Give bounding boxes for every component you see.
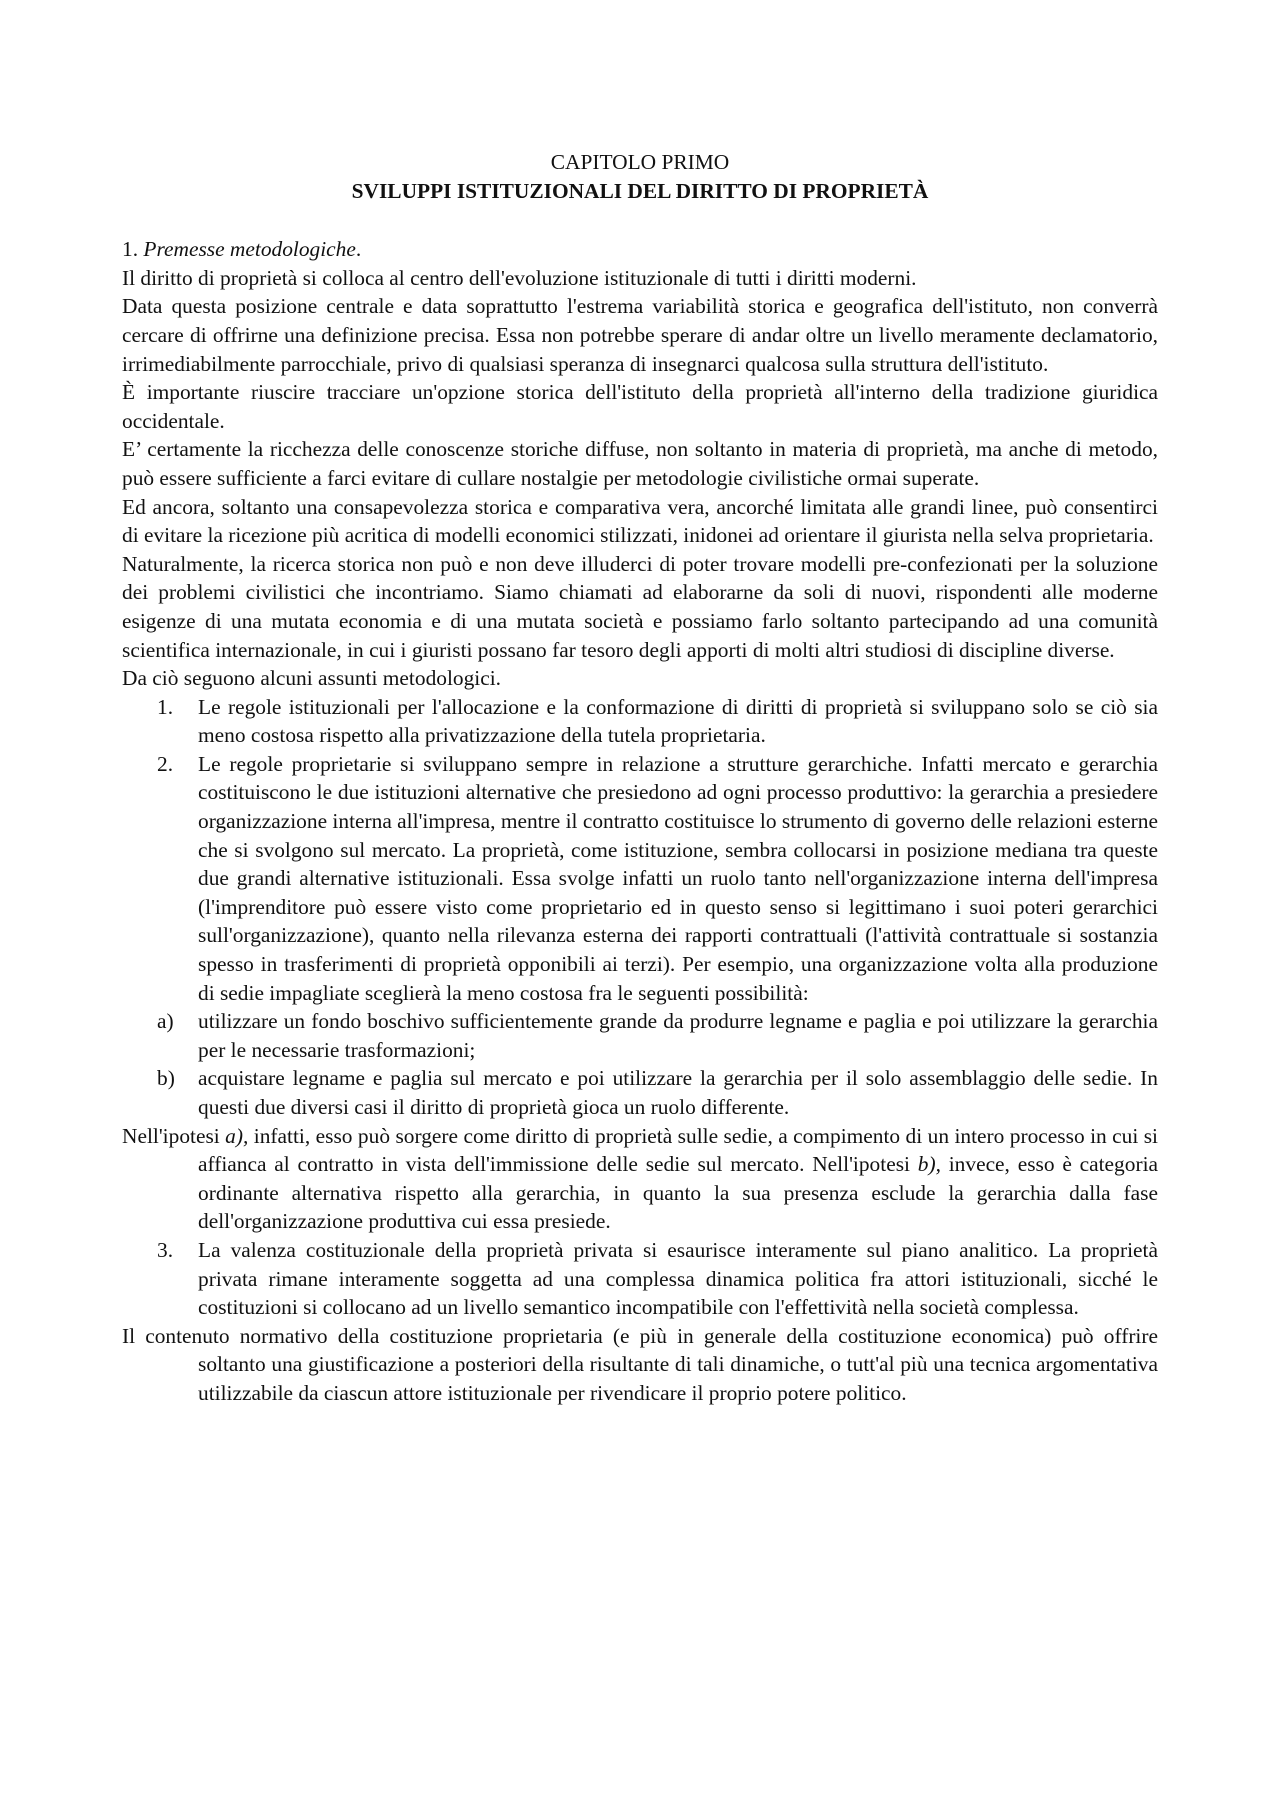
list-item-text: acquistare legname e paglia sul mercato e poi utilizzare la gerarchia per il solo assemblaggio delle sedie. In questi due diversi casi il diritto di proprietà gioca un ruolo differente. xyxy=(198,1066,1158,1119)
sub-item-a xyxy=(122,1007,1158,1064)
note-ref-a: a), xyxy=(225,1123,249,1148)
note-text: infatti, esso può sorgere come diritto di proprietà sulle sedie, a compimento di un intero processo in cui si affianca al contratto in vista dell'immissione delle sedie sul mercato. Nell'ipotesi xyxy=(198,1123,1158,1177)
note-ref-b: b), xyxy=(917,1152,941,1177)
list-item-text: Le regole istituzionali per l'allocazione e la conformazione di diritti di proprietà si sviluppano solo se ciò sia meno costosa rispetto alla privatizzazione della tutela proprietaria. xyxy=(198,694,1158,748)
note-text: invece, esso è categoria ordinante alternativa rispetto alla gerarchia, in quanto la sua presenza esclude la gerarchia dalla fase dell'organizzazione produttiva cui essa presiede. xyxy=(198,1152,1159,1234)
note-text: Nell'ipotesi xyxy=(122,1123,226,1148)
list-item-1 xyxy=(122,693,1158,750)
list-item-text: Le regole proprietarie si sviluppano sempre in relazione a strutture gerarchiche. Infatti mercato e gerarchia costituiscono le due istituzioni alternative che presiedono ad ogni processo produttivo: la gerarchia a presiedere organizzazione interna all'impresa, mentre il contratto costituisce lo strumento di governo delle relazioni esterne che si svolgono sul mercato. La proprietà, come istituzione, sembra collocarsi in posizione mediana tra queste due grandi alternative istituzionali. Essa svolge infatti un ruolo tanto nell'organizzazione interna dell'impresa (l'imprenditore può essere visto come proprietario ed in questo senso si legittimano i suoi poteri gerarchici sull'organizzazione), quanto nella rilevanza esterna dei rapporti contrattuali (l'attività contrattuale si sostanzia spesso in trasferimenti di proprietà opponibili ai terzi). Per esempio, una organizzazione volta alla produzione di sedie impagliate sceglierà la meno costosa fra le seguenti possibilità: xyxy=(198,751,1158,1005)
section-title: Premesse metodologiche xyxy=(143,237,356,262)
list-marker: 2. xyxy=(157,751,174,776)
list-item-text: utilizzare un fondo boschivo sufficientemente grande da produrre legname e paglia e poi utilizzare la gerarchia per le necessarie trasformazioni; xyxy=(198,1009,1158,1062)
chapter-title: SVILUPPI ISTITUZIONALI DEL DIRITTO DI PROPRIETÀ xyxy=(351,178,929,203)
chapter-label: CAPITOLO PRIMO xyxy=(550,150,730,174)
hypothesis-note xyxy=(122,1122,1158,1236)
paragraph: Naturalmente, la ricerca storica non può e non deve illuderci di poter trovare modelli pre-confezionati per la soluzione dei problemi civilistici che incontriamo. Siamo chiamati ad elaborarne da soli di nuovi, rispondenti alle moderne esigenze di una mutata economia e di una mutata società e possiamo farlo soltanto partecipando ad una comunità scientifica internazionale, in cui i giuristi possano far tesoro degli apporti di molti altri studiosi di discipline diverse. xyxy=(122,551,1158,662)
section-number: 1. xyxy=(122,237,139,262)
paragraph: Data questa posizione centrale e data soprattutto l'estrema variabilità storica e geografica dell'istituto, non converrà cercare di offrirne una definizione precisa. Essa non potrebbe sperare di andar oltre un livello meramente declamatorio, irrimediabilmente parrocchiale, privo di qualsiasi speranza di insegnarci qualcosa sulla struttura dell'istituto. xyxy=(122,294,1158,376)
list-marker: 3. xyxy=(157,1237,174,1262)
paragraph: Da ciò seguono alcuni assunti metodologici. xyxy=(122,666,502,691)
paragraph: Ed ancora, soltanto una consapevolezza storica e comparativa vera, ancorché limitata alle grandi linee, può consentirci di evitare la ricezione più acritica di modelli economici stilizzati, inidonei ad orientare il giurista nella selva proprietaria. xyxy=(122,494,1158,548)
section-heading: 1. Premesse metodologiche. xyxy=(122,237,362,262)
document-page xyxy=(122,148,1158,1408)
paragraph: È importante riuscire tracciare un'opzione storica dell'istituto della proprietà all'interno della tradizione giuridica occidentale. xyxy=(122,380,1158,433)
list-marker: b) xyxy=(157,1066,175,1091)
list-marker: 1. xyxy=(157,694,174,719)
list-item-3 xyxy=(122,1236,1158,1322)
list-item-text: La valenza costituzionale della proprietà privata si esaurisce interamente sul piano analitico. La proprietà privata rimane interamente soggetta ad una complessa dinamica politica fra attori istituzionali, sicché le costituzioni si collocano ad un livello semantico incompatibile con l'effettività nella società complessa. xyxy=(198,1237,1158,1320)
list-marker: a) xyxy=(157,1009,174,1034)
list-item-2 xyxy=(122,750,1158,1007)
constitution-note: Il contenuto normativo della costituzione proprietaria (e più in generale della costituzione economica) può offrire soltanto una giustificazione a posteriori della risultante di tali dinamiche, o tutt'al più una tecnica argomentativa utilizzabile da ciascun attore istituzionale per rivendicare il proprio potere politico. xyxy=(122,1323,1158,1405)
paragraph: E’ certamente la ricchezza delle conoscenze storiche diffuse, non soltanto in materia di proprietà, ma anche di metodo, può essere sufficiente a farci evitare di cullare nostalgie per metodologie civilistiche ormai superate. xyxy=(122,437,1158,490)
sub-item-b xyxy=(122,1064,1158,1121)
paragraph: Il diritto di proprietà si colloca al centro dell'evoluzione istituzionale di tutti i diritti moderni. xyxy=(122,265,917,290)
